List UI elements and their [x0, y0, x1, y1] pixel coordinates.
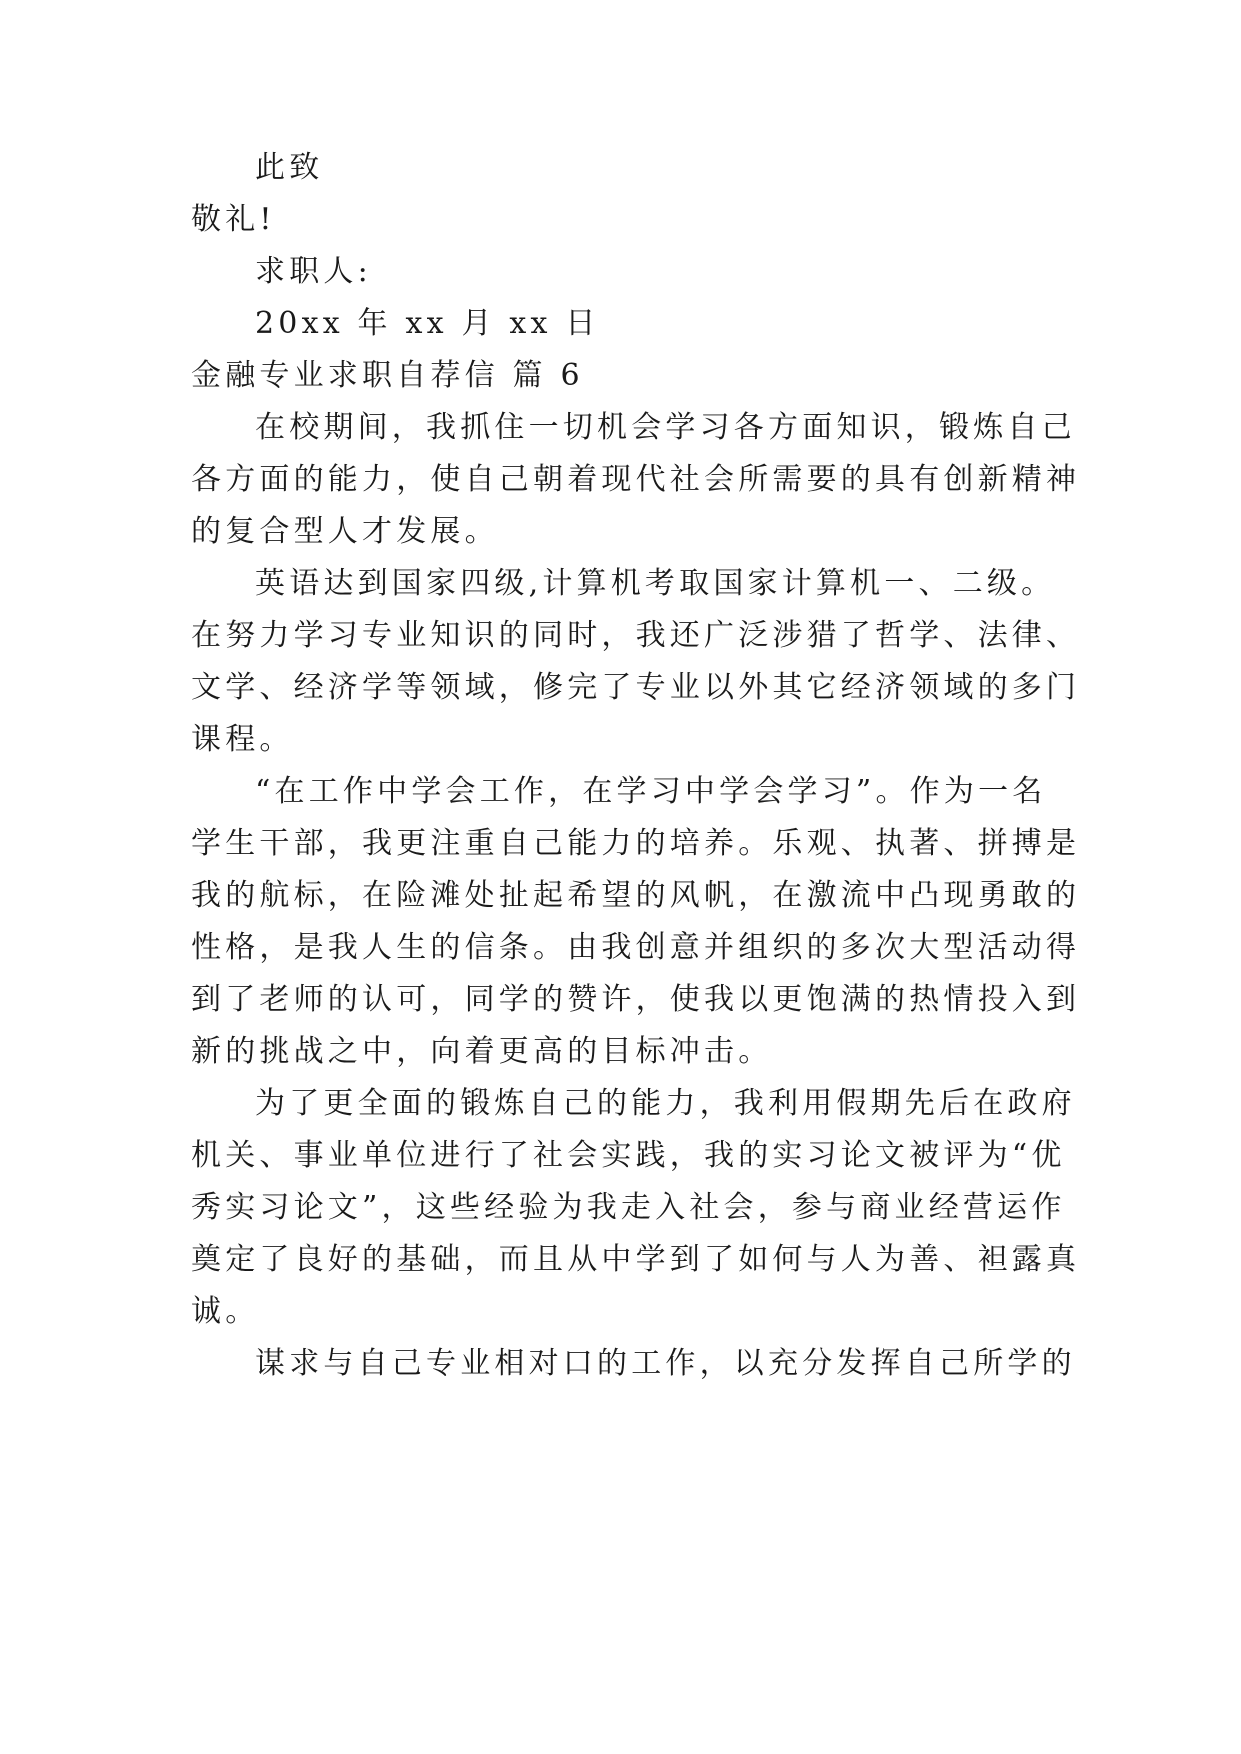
paragraph-line: 新的挑战之中，向着更高的目标冲击。 [191, 1034, 773, 1069]
paragraph-line: 诚。 [191, 1294, 260, 1329]
paragraph-line: 的复合型人才发展。 [191, 514, 499, 549]
paragraph-line: 文学、经济学等领域，修完了专业以外其它经济领域的多门 [191, 670, 1081, 705]
closing-regards: 敬礼! [191, 202, 276, 237]
paragraph-line: 谋求与自己专业相对口的工作，以充分发挥自己所学的 [255, 1346, 1076, 1381]
paragraph-line: 各方面的能力，使自己朝着现代社会所需要的具有创新精神 [191, 462, 1081, 497]
paragraph-line: 英语达到国家四级,计算机考取国家计算机一、二级。 [255, 566, 1056, 601]
paragraph-line: 机关、事业单位进行了社会实践，我的实习论文被评为“优 [191, 1138, 1066, 1173]
paragraph-line: 为了更全面的锻炼自己的能力，我利用假期先后在政府 [255, 1086, 1076, 1121]
paragraph-line: 在努力学习专业知识的同时，我还广泛涉猎了哲学、法律、 [191, 618, 1081, 653]
paragraph-line: 学生干部，我更注重自己能力的培养。乐观、执著、拼搏是 [191, 826, 1081, 861]
paragraph-line: 在校期间，我抓住一切机会学习各方面知识，锻炼自己 [255, 410, 1076, 445]
closing-salutation: 此致 [255, 150, 324, 185]
paragraph-line: 性格，是我人生的信条。由我创意并组织的多次大型活动得 [191, 930, 1081, 965]
section-title: 金融专业求职自荐信 篇 6 [191, 358, 584, 393]
paragraph-line: 课程。 [191, 722, 294, 757]
signer-label: 求职人: [255, 254, 372, 289]
paragraph-line: 到了老师的认可，同学的赞许，使我以更饱满的热情投入到 [191, 982, 1081, 1017]
paragraph-line: 我的航标，在险滩处扯起希望的风帆，在激流中凸现勇敢的 [191, 878, 1081, 913]
paragraph-line: “在工作中学会工作，在学习中学会学习”。作为一名 [255, 774, 1047, 809]
paragraph-line: 奠定了良好的基础，而且从中学到了如何与人为善、袒露真 [191, 1242, 1081, 1277]
paragraph-line: 秀实习论文”，这些经验为我走入社会，参与商业经营运作 [191, 1190, 1066, 1225]
letter-date: 20xx 年 xx 月 xx 日 [255, 306, 600, 341]
